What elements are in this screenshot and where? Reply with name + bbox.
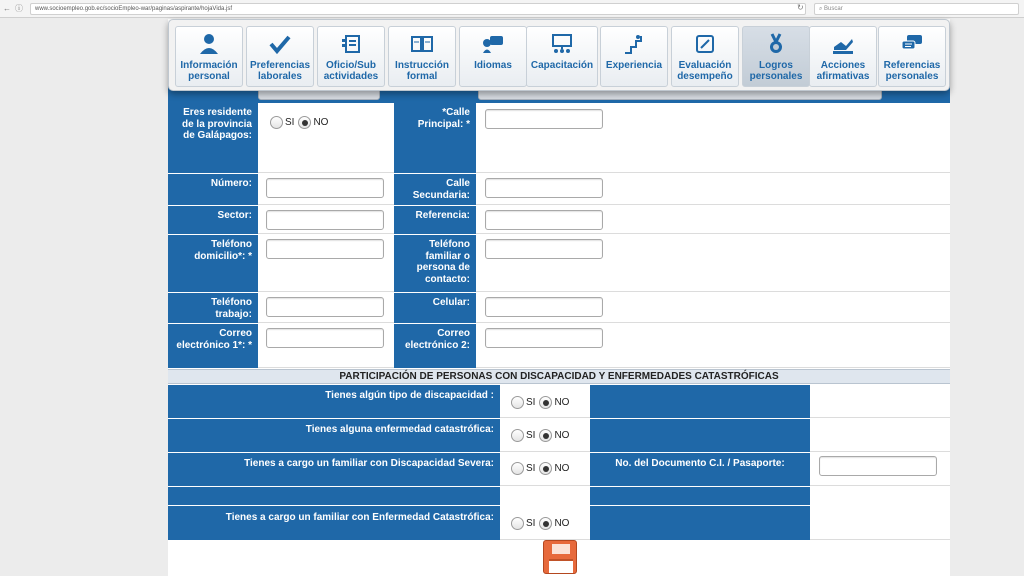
referencia-label: Referencia: bbox=[394, 206, 476, 234]
person-icon bbox=[176, 31, 242, 57]
nav-instruccion-formal[interactable] bbox=[388, 26, 456, 87]
nav-evaluacion-desempeno[interactable] bbox=[671, 26, 739, 87]
nav-label: Logros personales bbox=[749, 60, 803, 82]
hand-icon bbox=[810, 31, 876, 57]
q3-radio-group bbox=[511, 462, 571, 475]
reload-icon[interactable]: ↻ bbox=[797, 3, 804, 12]
q4-si-radio[interactable] bbox=[511, 517, 524, 530]
radio-label-no: NO bbox=[554, 430, 570, 441]
section-nav-bar bbox=[168, 19, 950, 91]
radio-label-si: SI bbox=[526, 463, 536, 474]
q1-empty-label bbox=[590, 385, 810, 418]
nav-label: Referencias personales bbox=[883, 60, 941, 82]
q1-label: Tienes algún tipo de discapacidad : bbox=[168, 385, 500, 418]
q2-si-radio[interactable] bbox=[511, 429, 524, 442]
floppy-disk-icon bbox=[552, 544, 570, 554]
sector-input[interactable] bbox=[266, 210, 384, 230]
nav-capacitacion[interactable] bbox=[526, 26, 598, 87]
browser-search-input[interactable] bbox=[814, 3, 1019, 15]
numero-label: Número: bbox=[168, 174, 258, 205]
q4-extra-cell bbox=[810, 506, 950, 540]
q1-si-radio[interactable] bbox=[511, 396, 524, 409]
q1-extra-cell bbox=[810, 385, 950, 418]
nav-label: Información personal bbox=[180, 60, 238, 82]
spacer-label bbox=[168, 487, 500, 505]
nav-preferencias-laborales[interactable] bbox=[246, 26, 314, 87]
save-button[interactable] bbox=[543, 540, 577, 574]
url-bar[interactable]: www.socioempleo.gob.ec/socioEmpleo-war/paginas/aspirante/hojaVida.jsf bbox=[30, 3, 806, 15]
celular-label: Celular: bbox=[394, 293, 476, 323]
q2-no-radio[interactable] bbox=[539, 429, 552, 442]
chat-icon bbox=[879, 31, 945, 57]
telefono-familiar-input[interactable] bbox=[485, 239, 603, 259]
discapacidad-section-title: PARTICIPACIÓN DE PERSONAS CON DISCAPACIDAD Y ENFERMEDADES CATASTRÓFICAS bbox=[168, 369, 950, 384]
checkmark-icon bbox=[247, 31, 313, 57]
q4-no-radio[interactable] bbox=[539, 517, 552, 530]
galapagos-si-radio[interactable] bbox=[270, 116, 283, 129]
search-placeholder: Buscar bbox=[824, 6, 843, 12]
calle-principal-label: *Calle Principal: * bbox=[394, 103, 476, 173]
telefono-trabajo-input[interactable] bbox=[266, 297, 384, 317]
radio-label-si: SI bbox=[526, 430, 536, 441]
radio-label-si: SI bbox=[526, 518, 536, 529]
q4-empty-label bbox=[590, 506, 810, 540]
radio-label-no: NO bbox=[554, 397, 570, 408]
nav-label: Evaluación desempeño bbox=[677, 60, 733, 82]
q2-radio-group bbox=[511, 429, 571, 442]
nav-acciones-afirmativas[interactable] bbox=[809, 26, 877, 87]
galapagos-radio-group bbox=[270, 116, 330, 129]
nav-label: Experiencia bbox=[605, 60, 663, 71]
nav-label: Oficio/Sub actividades bbox=[323, 60, 379, 82]
nav-referencias-personales[interactable] bbox=[878, 26, 946, 87]
calle-secundaria-label: Calle Secundaria: bbox=[394, 174, 476, 205]
medal-icon bbox=[743, 31, 809, 57]
telefono-domicilio-input[interactable] bbox=[266, 239, 384, 259]
search-icon: ⌕ bbox=[819, 6, 825, 12]
back-arrow-icon[interactable]: ← bbox=[3, 4, 11, 13]
radio-label-si: SI bbox=[526, 397, 536, 408]
q3-si-radio[interactable] bbox=[511, 462, 524, 475]
correo2-input[interactable] bbox=[485, 328, 603, 348]
correo1-label: Correo electrónico 1*: * bbox=[168, 324, 258, 368]
q2-empty-label bbox=[590, 419, 810, 452]
nav-logros-personales[interactable] bbox=[742, 26, 810, 87]
sector-label: Sector: bbox=[168, 206, 258, 234]
radio-label-no: NO bbox=[554, 463, 570, 474]
nav-label: Preferencias laborales bbox=[249, 60, 311, 82]
radio-label-si: SI bbox=[285, 117, 295, 128]
nav-label: Idiomas bbox=[474, 60, 512, 71]
calle-secundaria-input[interactable] bbox=[485, 178, 603, 198]
nav-label: Acciones afirmativas bbox=[816, 60, 870, 82]
celular-input[interactable] bbox=[485, 297, 603, 317]
galapagos-cell bbox=[258, 103, 394, 173]
galapagos-no-radio[interactable] bbox=[298, 116, 311, 129]
floppy-label-area bbox=[549, 559, 573, 573]
calle-principal-input[interactable] bbox=[485, 109, 603, 129]
browser-toolbar bbox=[0, 0, 1024, 18]
q4-label: Tienes a cargo un familiar con Enfermedad Catastrófica: bbox=[168, 506, 500, 540]
presentation-icon bbox=[527, 31, 597, 57]
radio-label-no: NO bbox=[554, 518, 570, 529]
q3-no-radio[interactable] bbox=[539, 462, 552, 475]
nav-informacion-personal[interactable] bbox=[175, 26, 243, 87]
speech-bubble-icon bbox=[460, 31, 526, 57]
galapagos-label: Eres residente de la provincia de Galápagos: bbox=[168, 103, 258, 173]
q1-radio-group bbox=[511, 396, 571, 409]
info-icon: ⓘ bbox=[15, 4, 23, 13]
documento-input[interactable] bbox=[819, 456, 937, 476]
q2-extra-cell bbox=[810, 419, 950, 452]
book-icon bbox=[389, 31, 455, 57]
q4-radio-group bbox=[511, 517, 571, 530]
referencia-input[interactable] bbox=[485, 210, 603, 230]
q3-label: Tienes a cargo un familiar con Discapacidad Severa: bbox=[168, 453, 500, 486]
nav-label: Capacitación bbox=[530, 60, 594, 71]
nav-idiomas[interactable] bbox=[459, 26, 527, 87]
telefono-familiar-label: Teléfono familiar o persona de contacto: bbox=[394, 235, 476, 292]
pencil-square-icon bbox=[672, 31, 738, 57]
telefono-domicilio-label: Teléfono domicilio*: * bbox=[168, 235, 258, 292]
nav-label: Instrucción formal bbox=[395, 60, 449, 82]
radio-label-no: NO bbox=[313, 117, 329, 128]
correo1-input[interactable] bbox=[266, 328, 384, 348]
q1-no-radio[interactable] bbox=[539, 396, 552, 409]
nav-experiencia[interactable] bbox=[600, 26, 668, 87]
telefono-trabajo-label: Teléfono trabajo: bbox=[168, 293, 258, 323]
q3-doc-label: No. del Documento C.I. / Pasaporte: bbox=[590, 453, 810, 486]
page-margin bbox=[950, 19, 1024, 576]
nav-oficio-subactividades[interactable] bbox=[317, 26, 385, 87]
spacer-label-right bbox=[590, 487, 810, 505]
correo2-label: Correo electrónico 2: bbox=[394, 324, 476, 368]
q2-label: Tienes alguna enfermedad catastrófica: bbox=[168, 419, 500, 452]
stairs-icon bbox=[601, 31, 667, 57]
numero-input[interactable] bbox=[266, 178, 384, 198]
list-icon bbox=[318, 31, 384, 57]
